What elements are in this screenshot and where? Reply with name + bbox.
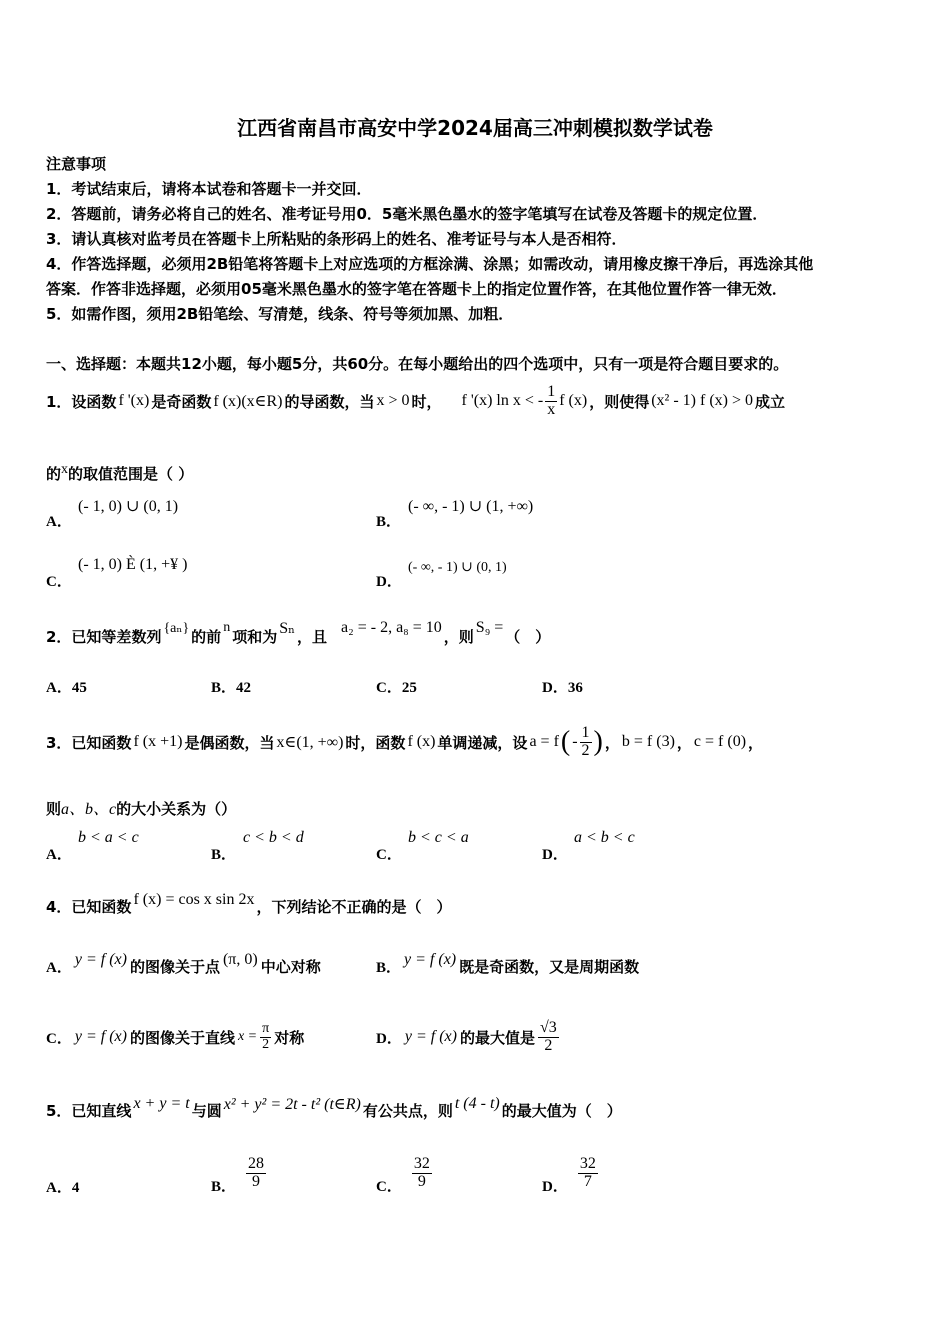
notice-item: 1．考试结束后，请将本试卷和答题卡一并交回． — [46, 180, 372, 198]
option-label: D． — [542, 847, 568, 863]
option-label: B． — [211, 847, 237, 863]
question-3: 3．已知函数 f (x +1) 是偶函数，当 x∈(1, +∞) 时，函数 f (x) 单调递减，设 a = f ( - $\frac{1}{2}$ ) ， b = f (3) ， c = f (0) ， — [46, 723, 764, 759]
q1-math: f (x)(x∈R) — [213, 393, 283, 410]
question-1 — [46, 376, 785, 426]
q4-option-c: C． y = f (x) 的图像关于直线 x = $\frac{\pi}{2}$ 对称 — [46, 1020, 305, 1052]
option-value: (- 1, 0) È (1, +¥ ) — [78, 556, 188, 573]
option-c: C． $\frac{32}{9}$ — [376, 1154, 430, 1195]
option-value: (- 1, 0) ∪ (0, 1) — [78, 498, 179, 515]
notice-item: 答案．作答非选择题，必须用05毫米黑色墨水的签字笔在答题卡上的指定位置作答，在其他位置作答一律无效． — [46, 280, 787, 298]
notice-item: 5．如需作图，须用2B铅笔绘、写清楚，线条、符号等须加黑、加粗． — [46, 305, 514, 323]
q1-text: 的导函数，当 — [284, 392, 375, 411]
q1-math: f (x) — [559, 392, 588, 409]
option-label: D． — [376, 574, 402, 590]
option-label: B． — [376, 514, 402, 530]
q1-math: (x² - 1) f (x) > 0 — [651, 392, 754, 409]
q4-option-b: B． y = f (x) 既是奇函数，又是周期函数 — [376, 951, 640, 976]
option-value: b < c < a — [408, 829, 469, 846]
option-value: c < b < d — [243, 829, 304, 846]
q1-text: ，则使得 — [589, 392, 650, 411]
notice-item: 2．答题前，请务必将自己的姓名、准考证号用0．5毫米黑色墨水的签字笔填写在试卷及答题卡的规定位置． — [46, 205, 768, 223]
question-4: 4．已知函数 f (x) = cos x sin 2x ，下列结论不正确的是（ ） — [46, 891, 452, 916]
page-title: 江西省南昌市高安中学2024届高三冲刺模拟数学试卷 — [237, 116, 713, 140]
option-label: A． — [46, 847, 72, 863]
q4-option-d: D． y = f (x) 的最大值是 $\frac{√3}{2}$ — [376, 1018, 557, 1054]
q4-option-a: A． y = f (x) 的图像关于点 (π, 0) 中心对称 — [46, 951, 321, 976]
q1-fraction: $\frac{1}{x}$ — [547, 382, 556, 418]
option-label: C． — [46, 574, 72, 590]
option-value: b < a < c — [78, 829, 139, 846]
q1-math: x > 0 — [376, 392, 410, 409]
notice-item: 3．请认真核对监考员在答题卡上所粘贴的条形码上的姓名、准考证号与本人是否相符． — [46, 230, 627, 248]
option-b: B． $\frac{28}{9}$ — [211, 1154, 265, 1195]
q3-fraction: $\frac{1}{2}$ — [581, 723, 590, 759]
option-value: (- ∞, - 1) ∪ (1, +∞) — [408, 498, 534, 515]
q1-text: 是奇函数 — [151, 392, 212, 411]
notice-item: 4．作答选择题，必须用2B铅笔将答题卡上对应选项的方框涂满、涂黑；如需改动，请用橡皮擦干净后，再选涂其他 — [46, 255, 814, 273]
option-a: A．45 — [46, 680, 87, 696]
q1-math: f '(x) ln x < - — [461, 392, 544, 409]
q1-text: 时， — [411, 392, 442, 411]
option-label: C． — [376, 847, 402, 863]
question-2: 2．已知等差数列 {aₙ} 的前 n 项和为 Sₙ ，且 a₂ = - 2, a₈ = 10 ，则 S₉ = （ ） — [46, 619, 551, 646]
q1-text: 成立 — [755, 392, 786, 411]
question-1-cont: 的x的取值范围是（ ） — [46, 462, 194, 483]
question-5: 5．已知直线 x + y = t 与圆 x² + y² = 2t - t² (t∈R) 有公共点，则 t (4 - t) 的最大值为（ ） — [46, 1095, 622, 1120]
question-3-cont: 则a、b、c的大小关系为（） — [46, 800, 237, 818]
q1-text: 1．设函数 — [46, 392, 117, 411]
option-d: D．36 — [542, 680, 583, 696]
option-d: D． $\frac{32}{7}$ — [542, 1154, 596, 1195]
section-heading: 一、选择题：本题共12小题，每小题5分，共60分。在每小题给出的四个选项中，只有一项是符合题目要求的。 — [46, 355, 789, 373]
q1-math: f '(x) — [118, 392, 150, 409]
option-label: A． — [46, 514, 72, 530]
notice-heading: 注意事项 — [46, 155, 107, 173]
option-value: (- ∞, - 1) ∪ (0, 1) — [408, 560, 507, 575]
option-b: B．42 — [211, 680, 252, 696]
option-value: a < b < c — [574, 829, 635, 846]
option-a: A．4 — [46, 1180, 80, 1196]
option-c: C．25 — [376, 680, 417, 696]
